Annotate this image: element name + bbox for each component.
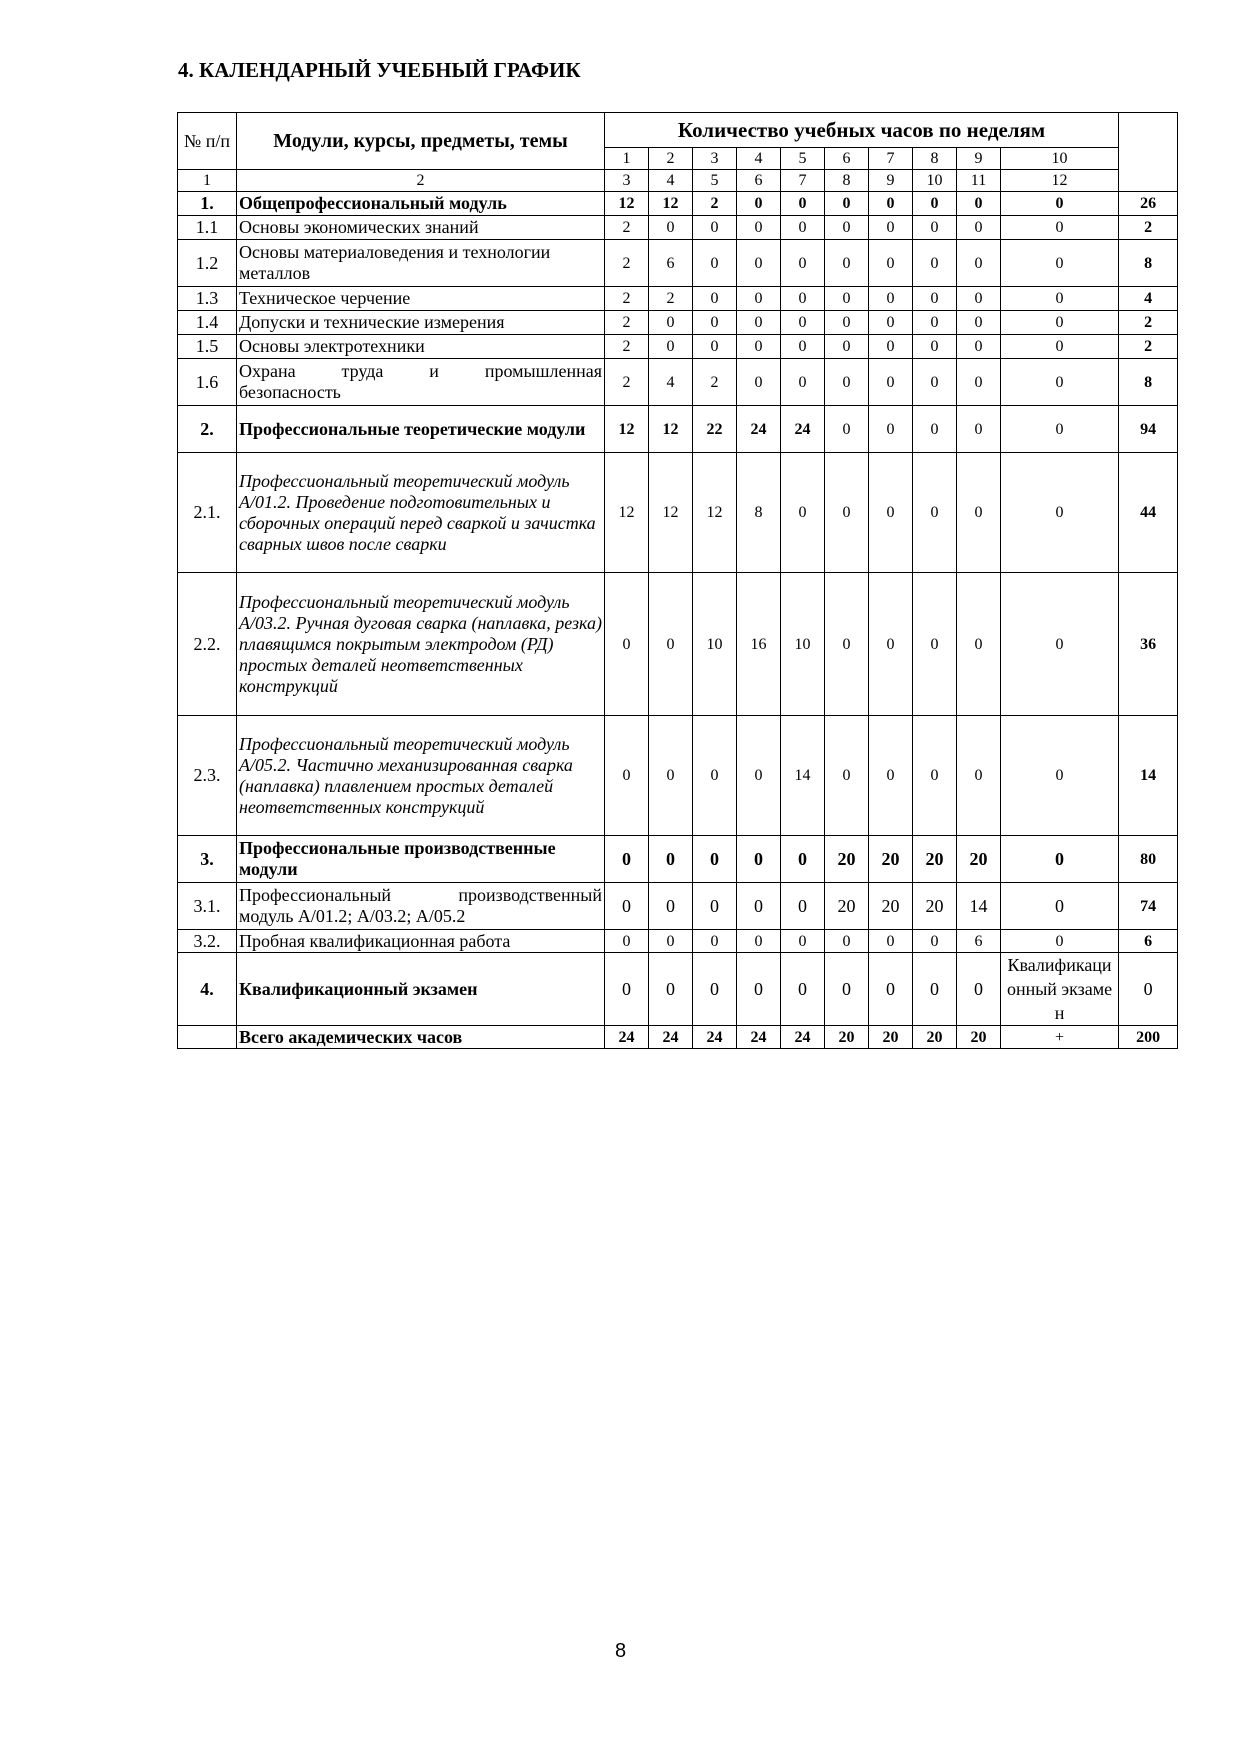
row-total: 2 (1119, 311, 1178, 335)
row-val: 0 (649, 836, 693, 883)
row-val: 0 (605, 836, 649, 883)
row-val: 0 (913, 359, 957, 406)
row-num: 1.4 (178, 311, 237, 335)
row-val: 0 (913, 311, 957, 335)
row-val: 0 (737, 287, 781, 311)
col-index: 4 (649, 170, 693, 192)
row-val: + (1001, 1026, 1119, 1049)
week-number: 5 (781, 148, 825, 170)
row-val: 14 (781, 716, 825, 836)
row-val: 24 (737, 1026, 781, 1049)
row-val: 0 (781, 287, 825, 311)
row-num: 1.3 (178, 287, 237, 311)
row-val: 0 (825, 311, 869, 335)
row-total: 14 (1119, 716, 1178, 836)
row-val: 0 (825, 573, 869, 716)
row-val: 0 (869, 930, 913, 953)
col-index: 3 (605, 170, 649, 192)
row-val: 0 (957, 953, 1001, 1026)
table-row (178, 359, 1178, 406)
row-val: 0 (1001, 359, 1119, 406)
row-val: 0 (825, 359, 869, 406)
row-val: 0 (825, 453, 869, 573)
header-num: № п/п (178, 113, 237, 170)
row-val: 0 (1001, 216, 1119, 240)
week-number: 10 (1001, 148, 1119, 170)
row-val: 0 (781, 240, 825, 287)
row-num: 3. (178, 836, 237, 883)
row-val: 0 (1001, 287, 1119, 311)
row-val: 0 (913, 453, 957, 573)
row-val: 12 (649, 192, 693, 216)
row-val: 0 (869, 287, 913, 311)
row-val: 0 (693, 883, 737, 930)
row-num: 2.3. (178, 716, 237, 836)
row-total: 74 (1119, 883, 1178, 930)
row-val: 0 (649, 335, 693, 359)
row-val: 0 (825, 953, 869, 1026)
row-val: 24 (737, 406, 781, 453)
header-total (1119, 113, 1178, 192)
row-val: 0 (957, 287, 1001, 311)
row-val: 0 (737, 240, 781, 287)
week-number: 9 (957, 148, 1001, 170)
row-val: 0 (737, 335, 781, 359)
row-name-line: Профессиональный производственный (239, 885, 602, 905)
table-row (178, 192, 1178, 216)
row-val: 0 (605, 930, 649, 953)
row-val: 14 (957, 883, 1001, 930)
row-name: Профессиональный теоретический модуль А/03.2. Ручная дуговая сварка (наплавка, резка) плавящимся покрытым электродом (РД) простых деталей неответственных конструкций (237, 573, 605, 716)
row-val: 24 (649, 1026, 693, 1049)
row-name (237, 359, 605, 406)
row-num: 2. (178, 406, 237, 453)
total-row (178, 1026, 1178, 1049)
row-val: 0 (957, 573, 1001, 716)
col-index: 1 (178, 170, 237, 192)
row-name: Профессиональный теоретический модуль А/01.2. Проведение подготовительных и сборочных операций перед сваркой и зачистка сварных швов после сварки (237, 453, 605, 573)
table-row (178, 406, 1178, 453)
row-val: 2 (605, 311, 649, 335)
row-val: 24 (605, 1026, 649, 1049)
table-row (178, 240, 1178, 287)
table-row (178, 453, 1178, 573)
index-row (178, 170, 1178, 192)
row-val: 20 (957, 836, 1001, 883)
row-val: 0 (649, 573, 693, 716)
row-num: 1.2 (178, 240, 237, 287)
row-val: 6 (957, 930, 1001, 953)
row-val: 0 (781, 335, 825, 359)
row-val: 0 (649, 883, 693, 930)
row-val: 12 (649, 406, 693, 453)
row-val: 0 (825, 216, 869, 240)
row-num: 1. (178, 192, 237, 216)
table-row (178, 311, 1178, 335)
col-index: 11 (957, 170, 1001, 192)
row-val: 0 (693, 287, 737, 311)
row-val: 2 (605, 359, 649, 406)
row-val: 0 (781, 883, 825, 930)
row-val: 12 (605, 406, 649, 453)
row-val: 8 (737, 453, 781, 573)
row-val: 0 (957, 359, 1001, 406)
row-val: 0 (1001, 836, 1119, 883)
row-name-line: Охрана труда и промышленная (239, 361, 602, 381)
week-number: 7 (869, 148, 913, 170)
row-val: 0 (737, 930, 781, 953)
row-val: 0 (781, 836, 825, 883)
row-val: 0 (913, 406, 957, 453)
row-val: 0 (693, 216, 737, 240)
row-val: 0 (913, 240, 957, 287)
row-val: 0 (737, 883, 781, 930)
row-val: 6 (649, 240, 693, 287)
row-val: 0 (869, 716, 913, 836)
row-val: 0 (869, 406, 913, 453)
row-val: 0 (913, 287, 957, 311)
row-val: 0 (869, 953, 913, 1026)
row-val: 0 (649, 716, 693, 836)
col-index: 10 (913, 170, 957, 192)
row-val: 0 (1001, 311, 1119, 335)
row-num: 4. (178, 953, 237, 1026)
row-name: Всего академических часов (237, 1026, 605, 1049)
row-val: 0 (913, 930, 957, 953)
row-val: 0 (693, 930, 737, 953)
row-name-line: модуль А/01.2; А/03.2; А/05.2 (239, 906, 466, 926)
row-val: 16 (737, 573, 781, 716)
row-val: 4 (649, 359, 693, 406)
row-val: 0 (825, 287, 869, 311)
row-val: 0 (737, 836, 781, 883)
row-total: 80 (1119, 836, 1178, 883)
row-val: 0 (825, 930, 869, 953)
col-index: 2 (237, 170, 605, 192)
row-total: 2 (1119, 335, 1178, 359)
table-row (178, 836, 1178, 883)
week-number: 6 (825, 148, 869, 170)
week-number: 4 (737, 148, 781, 170)
week-number: 3 (693, 148, 737, 170)
row-num: 1.6 (178, 359, 237, 406)
row-val: 0 (1001, 335, 1119, 359)
row-val: 0 (825, 335, 869, 359)
table-row (178, 716, 1178, 836)
row-val: 0 (1001, 453, 1119, 573)
header-weeks-title: Количество учебных часов по неделям (605, 113, 1119, 148)
row-num: 3.1. (178, 883, 237, 930)
row-val: 0 (869, 573, 913, 716)
row-total: 0 (1119, 953, 1178, 1026)
row-val: 0 (737, 192, 781, 216)
row-val: 0 (825, 240, 869, 287)
row-val: 0 (737, 953, 781, 1026)
row-val: 2 (605, 335, 649, 359)
table-row (178, 287, 1178, 311)
row-val: 0 (913, 192, 957, 216)
row-val: 0 (957, 192, 1001, 216)
row-val: 20 (825, 836, 869, 883)
row-total: 44 (1119, 453, 1178, 573)
row-val: 0 (649, 311, 693, 335)
row-val: 0 (869, 192, 913, 216)
row-name-line: безопасность (239, 382, 341, 402)
row-val: 0 (649, 216, 693, 240)
row-val: 0 (605, 716, 649, 836)
row-val: 0 (1001, 930, 1119, 953)
col-index: 9 (869, 170, 913, 192)
row-val: 0 (957, 716, 1001, 836)
header-row (178, 113, 1178, 148)
row-val: 0 (1001, 883, 1119, 930)
row-val: 20 (913, 1026, 957, 1049)
row-val: 0 (869, 216, 913, 240)
row-val: 0 (957, 453, 1001, 573)
row-num: 1.1 (178, 216, 237, 240)
row-name: Техническое черчение (237, 287, 605, 311)
row-val: 20 (957, 1026, 1001, 1049)
row-val: 0 (737, 359, 781, 406)
row-val: 0 (869, 240, 913, 287)
row-val: 0 (957, 335, 1001, 359)
table-row (178, 930, 1178, 953)
row-val: 0 (737, 311, 781, 335)
row-val: 24 (693, 1026, 737, 1049)
row-val: 0 (781, 930, 825, 953)
row-val: 20 (825, 1026, 869, 1049)
row-val: 0 (1001, 406, 1119, 453)
row-val: 0 (869, 453, 913, 573)
row-total: 8 (1119, 240, 1178, 287)
row-val: 12 (649, 453, 693, 573)
row-val: 0 (913, 216, 957, 240)
row-val: 2 (693, 192, 737, 216)
row-val: 0 (781, 359, 825, 406)
row-val: 20 (913, 883, 957, 930)
row-val: 0 (605, 883, 649, 930)
row-val: 0 (869, 311, 913, 335)
row-val: 0 (693, 311, 737, 335)
row-val: 0 (913, 573, 957, 716)
row-val: 0 (649, 930, 693, 953)
schedule-table (177, 112, 1178, 1049)
row-val: 0 (781, 216, 825, 240)
row-val: 0 (825, 716, 869, 836)
row-total: 94 (1119, 406, 1178, 453)
row-val: 0 (693, 240, 737, 287)
col-index: 8 (825, 170, 869, 192)
row-val: 2 (605, 287, 649, 311)
row-val: 0 (605, 573, 649, 716)
page-title: 4. КАЛЕНДАРНЫЙ УЧЕБНЫЙ ГРАФИК (178, 58, 581, 82)
week-number: 2 (649, 148, 693, 170)
week-number: 8 (913, 148, 957, 170)
week-number: 1 (605, 148, 649, 170)
row-num: 3.2. (178, 930, 237, 953)
row-val: 0 (913, 716, 957, 836)
col-index: 12 (1001, 170, 1119, 192)
row-num: 2.1. (178, 453, 237, 573)
row-val: 10 (693, 573, 737, 716)
row-val: 0 (649, 953, 693, 1026)
row-num: 1.5 (178, 335, 237, 359)
row-num: 2.2. (178, 573, 237, 716)
row-name: Профессиональные теоретические модули (237, 406, 605, 453)
row-val: 0 (913, 335, 957, 359)
row-total: 36 (1119, 573, 1178, 716)
row-val: 12 (605, 192, 649, 216)
row-val: 0 (693, 335, 737, 359)
row-val: 0 (957, 311, 1001, 335)
row-val: 0 (781, 192, 825, 216)
row-val: 2 (605, 216, 649, 240)
page-number: 8 (614, 1640, 627, 1662)
row-name: Основы материаловедения и технологии металлов (237, 240, 605, 287)
row-name: Профессиональные производственные модули (237, 836, 605, 883)
table-row (178, 883, 1178, 930)
row-val: 12 (693, 453, 737, 573)
row-val: 0 (737, 716, 781, 836)
row-val: 0 (737, 216, 781, 240)
row-name: Основы экономических знаний (237, 216, 605, 240)
row-val: 0 (1001, 573, 1119, 716)
row-name: Пробная квалификационная работа (237, 930, 605, 953)
row-name: Общепрофессиональный модуль (237, 192, 605, 216)
row-val: 0 (1001, 240, 1119, 287)
row-val: 12 (605, 453, 649, 573)
row-name: Допуски и технические измерения (237, 311, 605, 335)
row-val: 2 (693, 359, 737, 406)
col-index: 6 (737, 170, 781, 192)
col-index: 5 (693, 170, 737, 192)
row-name: Основы электротехники (237, 335, 605, 359)
table-row (178, 953, 1178, 1026)
row-val: 0 (913, 953, 957, 1026)
table-row (178, 216, 1178, 240)
row-val: 24 (781, 1026, 825, 1049)
row-val: 22 (693, 406, 737, 453)
row-val: 20 (825, 883, 869, 930)
row-val: 24 (781, 406, 825, 453)
col-index: 7 (781, 170, 825, 192)
row-val: 0 (825, 192, 869, 216)
row-total: 26 (1119, 192, 1178, 216)
row-val: 0 (1001, 716, 1119, 836)
row-val: 0 (781, 453, 825, 573)
row-val: 0 (957, 406, 1001, 453)
row-total: 8 (1119, 359, 1178, 406)
row-name (237, 883, 605, 930)
row-val: 20 (869, 836, 913, 883)
row-val: 0 (693, 953, 737, 1026)
row-val: 20 (869, 1026, 913, 1049)
row-val: 2 (605, 240, 649, 287)
row-name: Профессиональный теоретический модуль А/05.2. Частично механизированная сварка (наплавка) плавлением простых деталей неответственных конструкций (237, 716, 605, 836)
row-total: 200 (1119, 1026, 1178, 1049)
row-name: Квалификационный экзамен (237, 953, 605, 1026)
row-val-exam: Квалификационный экзамен (1001, 953, 1119, 1026)
row-val: 0 (693, 836, 737, 883)
row-total: 6 (1119, 930, 1178, 953)
table-row (178, 573, 1178, 716)
row-val: 0 (1001, 192, 1119, 216)
row-num (178, 1026, 237, 1049)
row-val: 0 (957, 216, 1001, 240)
row-total: 2 (1119, 216, 1178, 240)
header-modules: Модули, курсы, предметы, темы (237, 113, 605, 170)
table-row (178, 335, 1178, 359)
row-val: 0 (825, 406, 869, 453)
row-total: 4 (1119, 287, 1178, 311)
row-val: 20 (913, 836, 957, 883)
row-val: 2 (649, 287, 693, 311)
row-val: 0 (869, 359, 913, 406)
row-val: 0 (781, 311, 825, 335)
row-val: 0 (605, 953, 649, 1026)
row-val: 0 (869, 335, 913, 359)
row-val: 0 (781, 953, 825, 1026)
row-val: 0 (693, 716, 737, 836)
row-val: 20 (869, 883, 913, 930)
row-val: 10 (781, 573, 825, 716)
row-val: 0 (957, 240, 1001, 287)
